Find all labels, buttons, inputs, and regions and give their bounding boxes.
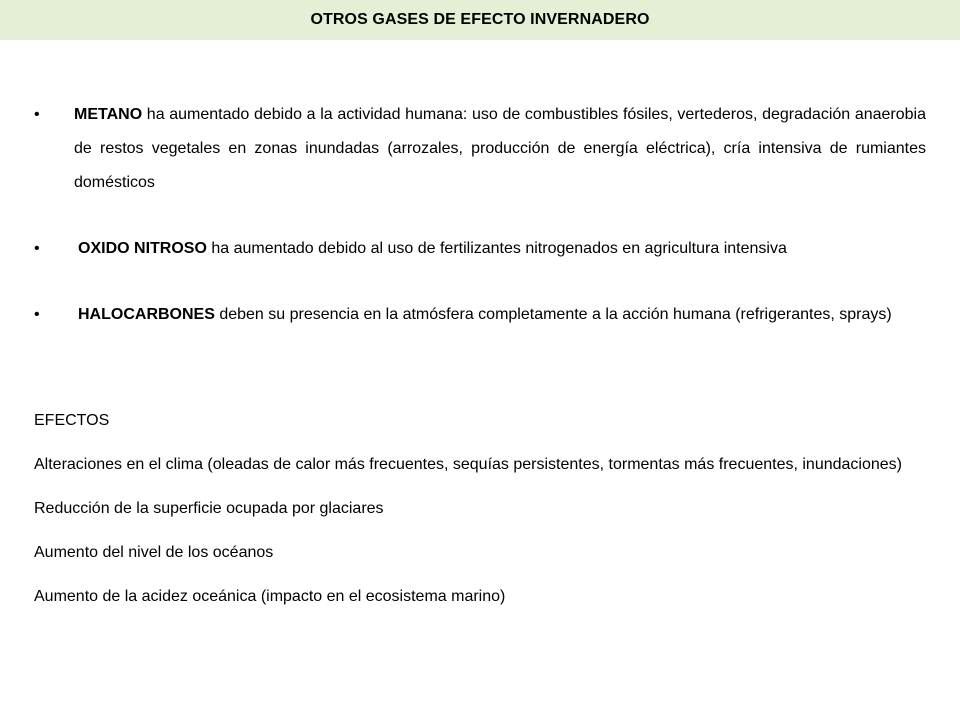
page-title: OTROS GASES DE EFECTO INVERNADERO xyxy=(310,11,650,28)
bullet-text xyxy=(74,306,892,323)
effects-item: Reducción de la superficie ocupada por glaciares xyxy=(34,500,384,517)
effects-section xyxy=(34,410,926,630)
bullet-description: deben su presencia en la atmósfera completamente a la acción humana (refrigerantes, sprays) xyxy=(214,306,892,323)
bullet-item-halocarbones xyxy=(34,298,926,332)
title-bar xyxy=(0,0,960,40)
bullet-list xyxy=(34,98,926,332)
bullet-term: HALOCARBONES xyxy=(78,306,215,323)
bullet-icon: • xyxy=(34,240,40,257)
bullet-term: OXIDO NITROSO xyxy=(78,240,207,257)
bullet-text xyxy=(74,106,926,191)
effects-item: Aumento del nivel de los océanos xyxy=(34,544,274,561)
effects-item: Alteraciones en el clima (oleadas de calor más frecuentes, sequías persistentes, tormentas más frecuentes, inundaciones) xyxy=(34,456,902,473)
bullet-item-oxido-nitroso xyxy=(34,232,926,266)
effects-item: Aumento de la acidez oceánica (impacto en el ecosistema marino) xyxy=(34,588,506,605)
bullet-icon: • xyxy=(34,106,40,123)
effects-heading: EFECTOS xyxy=(34,412,110,429)
bullet-icon: • xyxy=(34,306,40,323)
bullet-term: METANO xyxy=(74,106,143,123)
bullet-item-metano xyxy=(34,98,926,200)
bullet-text xyxy=(74,240,787,257)
bullet-description: ha aumentado debido al uso de fertilizantes nitrogenados en agricultura intensiva xyxy=(206,240,787,257)
bullet-description: ha aumentado debido a la actividad humana: uso de combustibles fósiles, vertederos, degradación anaerobia de restos vegetales en zonas inundadas (arrozales, producción de energía eléctrica), cría intensiva de rumiantes domésticos xyxy=(74,106,926,191)
